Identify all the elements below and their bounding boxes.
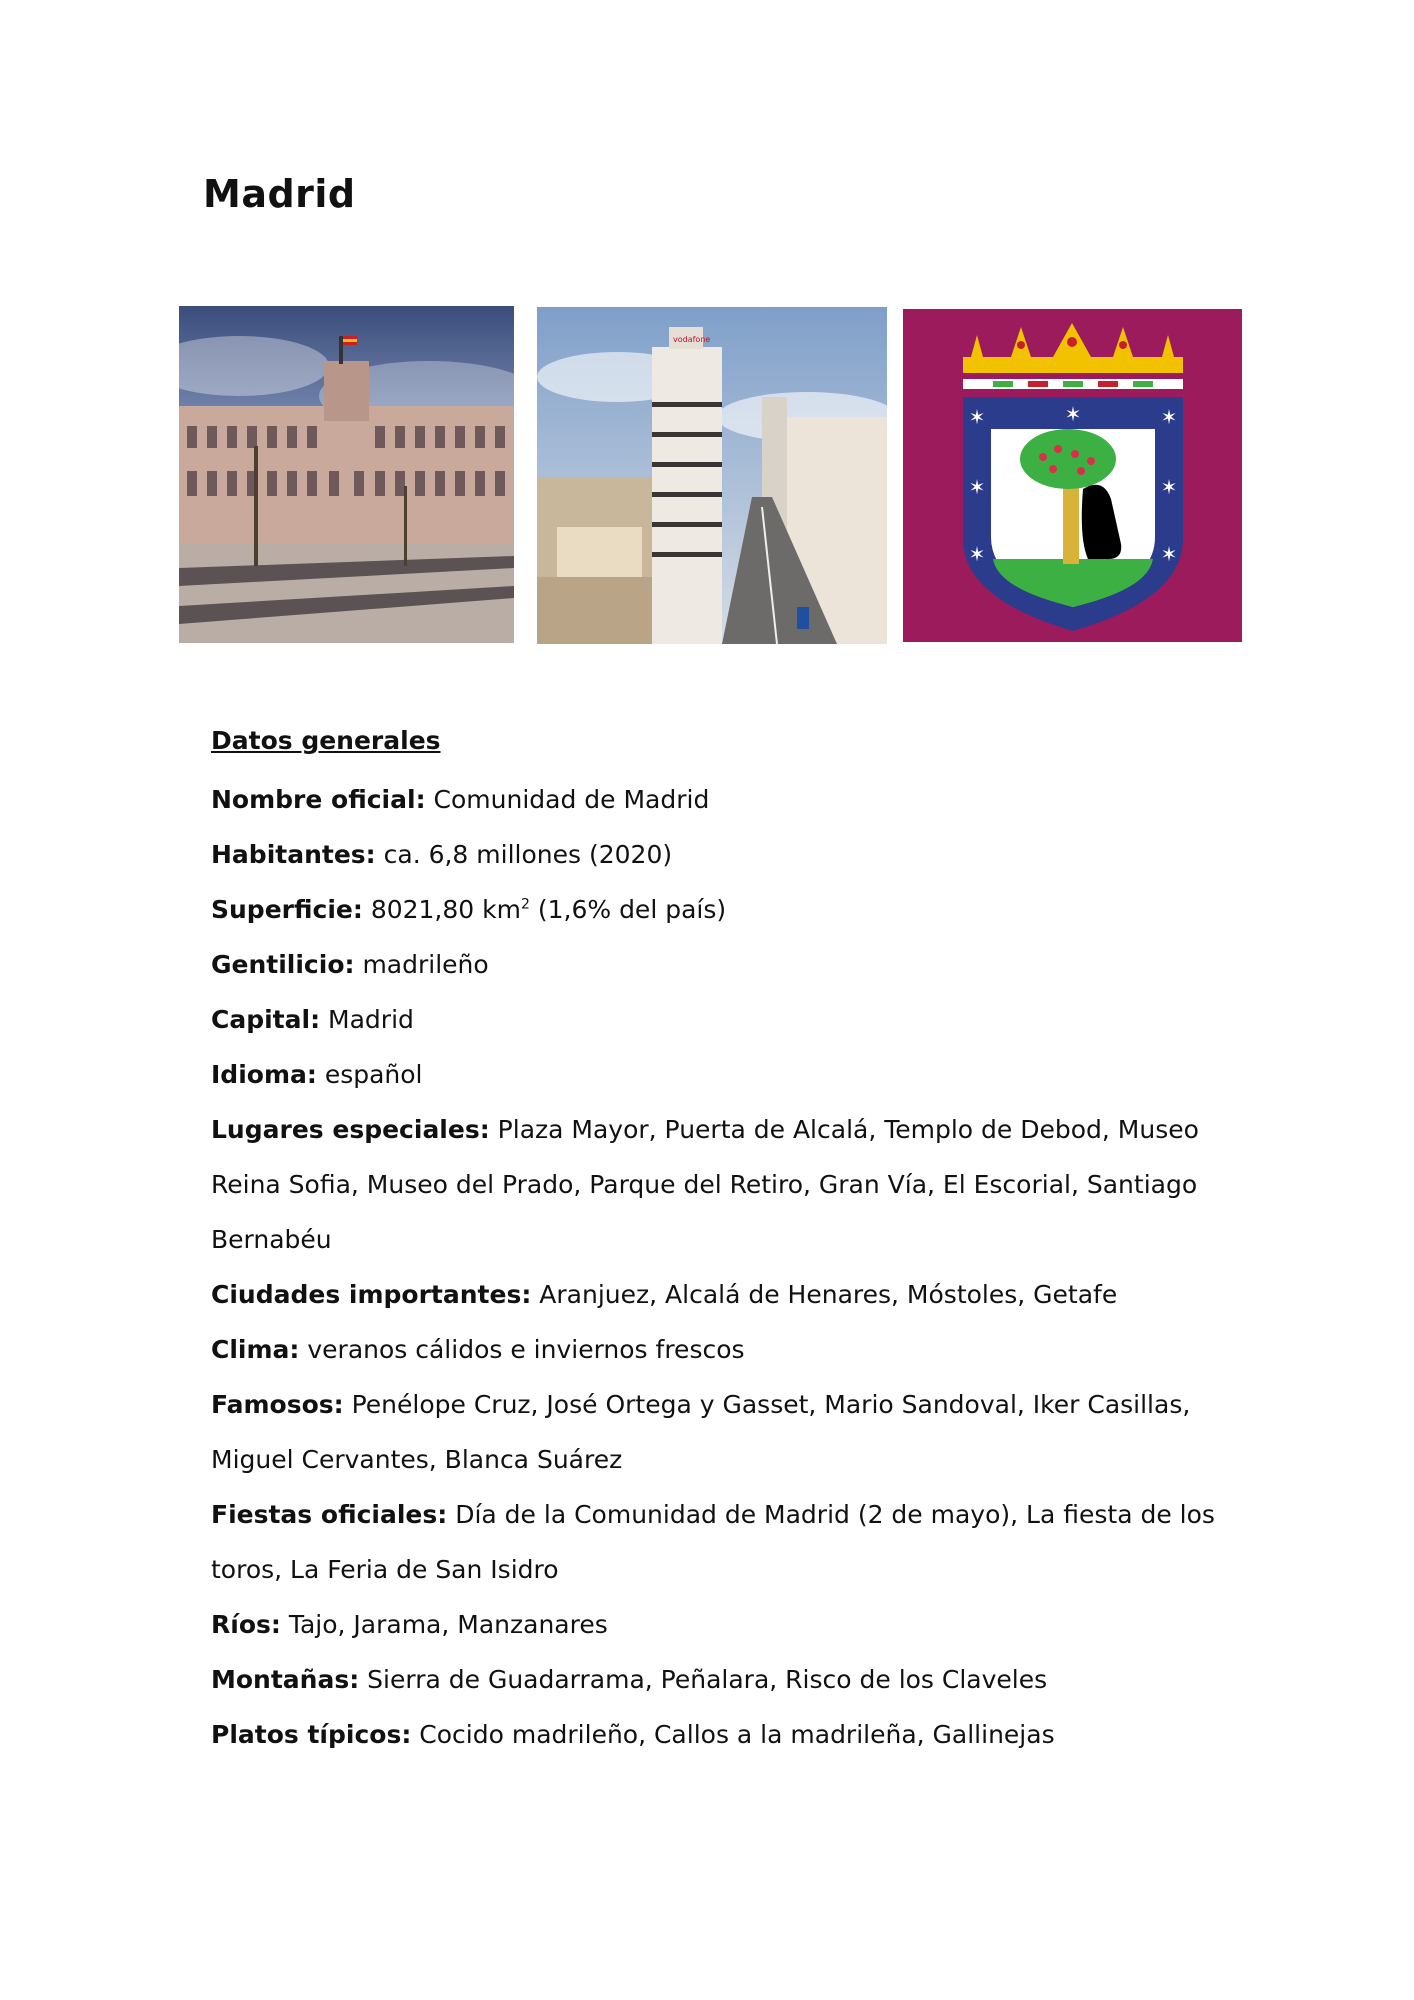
- fact-climate: Clima: veranos cálidos e inviernos frescos: [211, 1335, 745, 1364]
- section-heading: Datos generales: [211, 726, 441, 755]
- fact-rivers: Ríos: Tajo, Jarama, Manzanares: [211, 1610, 608, 1639]
- fact-holidays: Fiestas oficiales: Día de la Comunidad de Madrid (2 de mayo), La fiesta de los toros, La Feria de San Isidro: [211, 1500, 1215, 1584]
- fact-inhabitants: Habitantes: ca. 6,8 millones (2020): [211, 840, 673, 869]
- fact-official-name: Nombre oficial: Comunidad de Madrid: [211, 785, 710, 814]
- royal-palace-photo: [179, 306, 514, 643]
- svg-text:✶: ✶: [968, 475, 986, 499]
- fact-mountains: Montañas: Sierra de Guadarrama, Peñalara, Risco de los Claveles: [211, 1665, 1048, 1694]
- facts-list: [211, 772, 1266, 1762]
- fact-capital: Capital: Madrid: [211, 1005, 414, 1034]
- coat-of-arms: [903, 309, 1242, 642]
- svg-text:✶: ✶: [1064, 402, 1082, 426]
- fact-famous-people: Famosos: Penélope Cruz, José Ortega y Gasset, Mario Sandoval, Iker Casillas, Miguel Cervantes, Blanca Suárez: [211, 1390, 1191, 1474]
- svg-text:✶: ✶: [968, 542, 986, 566]
- svg-text:✶: ✶: [968, 405, 986, 429]
- fact-language: Idioma: español: [211, 1060, 423, 1089]
- svg-text:✶: ✶: [1160, 405, 1178, 429]
- svg-text:vodafone: vodafone: [673, 335, 711, 344]
- fact-demonym: Gentilicio: madrileño: [211, 950, 489, 979]
- fact-important-cities: Ciudades importantes: Aranjuez, Alcalá de Henares, Móstoles, Getafe: [211, 1280, 1118, 1309]
- gran-via-photo: [537, 307, 887, 644]
- page-title: Madrid: [203, 172, 356, 216]
- fact-area: Superficie: 8021,80 $km^2$ (1,6% del país): [211, 895, 727, 924]
- svg-text:✶: ✶: [1160, 542, 1178, 566]
- fact-special-places: Lugares especiales: Plaza Mayor, Puerta de Alcalá, Templo de Debod, Museo Reina Sofia, Museo del Prado, Parque del Retiro, Gran Vía, El Escorial, Santiago Bernabéu: [211, 1115, 1199, 1254]
- fact-typical-dishes: Platos típicos: Cocido madrileño, Callos a la madrileña, Gallinejas: [211, 1720, 1055, 1749]
- svg-text:✶: ✶: [1160, 475, 1178, 499]
